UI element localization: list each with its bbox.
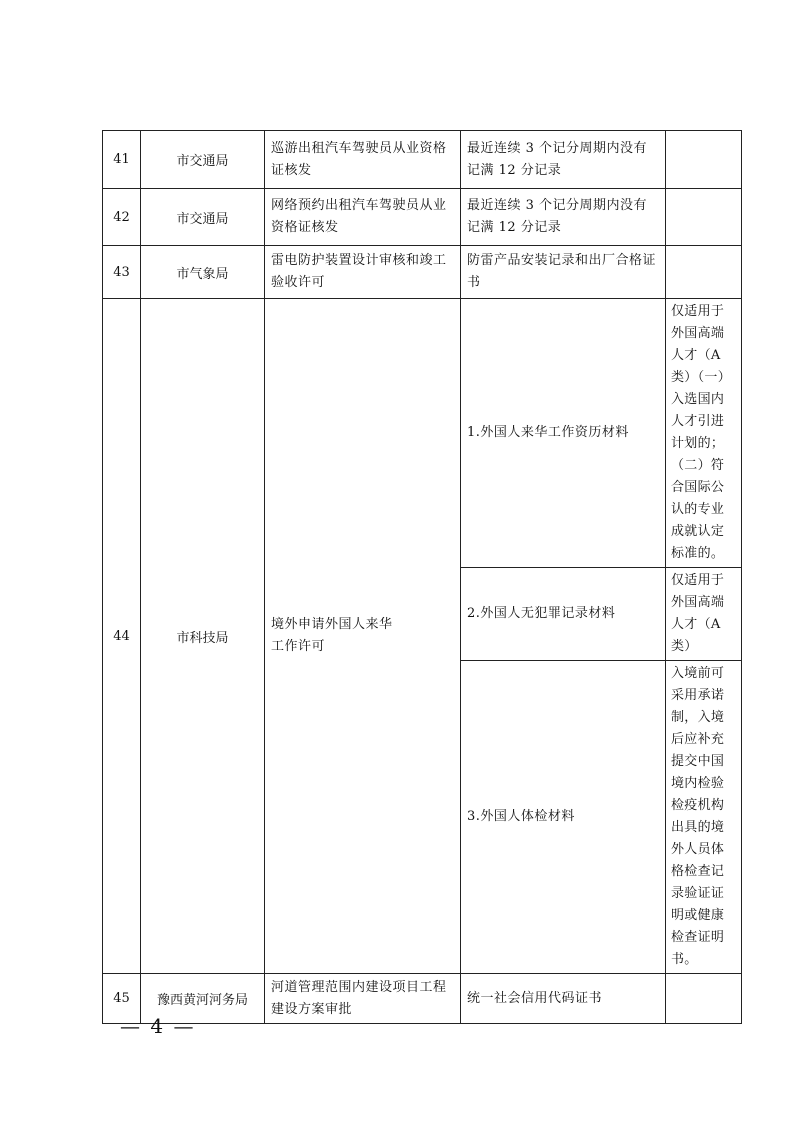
table-row <box>103 189 742 246</box>
material-cell: 2.外国人无犯罪记录材料 <box>461 568 666 661</box>
row-number: 43 <box>103 246 141 299</box>
note-cell: 仅适用于外国高端人才（A类）（一）入选国内人才引进计划的；（二）符合国际公认的专业成就认定标准的。 <box>666 299 742 568</box>
note-cell <box>666 189 742 246</box>
row-number: 44 <box>103 299 141 974</box>
row-number: 45 <box>103 974 141 1024</box>
department-cell: 市科技局 <box>141 299 265 974</box>
row-number: 42 <box>103 189 141 246</box>
material-cell: 1.外国人来华工作资历材料 <box>461 299 666 568</box>
department-cell: 市交通局 <box>141 131 265 189</box>
item-cell: 河道管理范围内建设项目工程建设方案审批 <box>265 974 461 1024</box>
material-cell: 统一社会信用代码证书 <box>461 974 666 1024</box>
row-number: 41 <box>103 131 141 189</box>
item-cell: 雷电防护装置设计审核和竣工验收许可 <box>265 246 461 299</box>
department-cell: 市气象局 <box>141 246 265 299</box>
item-line-1: 境外申请外国人来华 <box>271 617 393 632</box>
department-cell: 市交通局 <box>141 189 265 246</box>
page-number: — 4 — <box>120 1014 196 1038</box>
item-cell: 巡游出租汽车驾驶员从业资格证核发 <box>265 131 461 189</box>
note-cell: 入境前可采用承诺制，入境后应补充提交中国境内检验检疫机构出具的境外人员体格检查记录验证证明或健康检查证明书。 <box>666 661 742 974</box>
note-cell: 仅适用于外国高端人才（A类） <box>666 568 742 661</box>
material-cell: 最近连续 3 个记分周期内没有记满 12 分记录 <box>461 189 666 246</box>
note-cell <box>666 974 742 1024</box>
table-row <box>103 974 742 1024</box>
material-cell: 防雷产品安装记录和出厂合格证书 <box>461 246 666 299</box>
item-cell <box>265 299 461 974</box>
item-line-2: 工作许可 <box>271 639 326 654</box>
table-row <box>103 246 742 299</box>
table-row <box>103 299 742 568</box>
item-cell: 网络预约出租汽车驾驶员从业资格证核发 <box>265 189 461 246</box>
note-cell <box>666 246 742 299</box>
material-cell: 最近连续 3 个记分周期内没有记满 12 分记录 <box>461 131 666 189</box>
department-cell: 豫西黄河河务局 <box>141 974 265 1024</box>
document-table <box>102 130 742 1024</box>
table-row <box>103 131 742 189</box>
material-cell: 3.外国人体检材料 <box>461 661 666 974</box>
note-cell <box>666 131 742 189</box>
